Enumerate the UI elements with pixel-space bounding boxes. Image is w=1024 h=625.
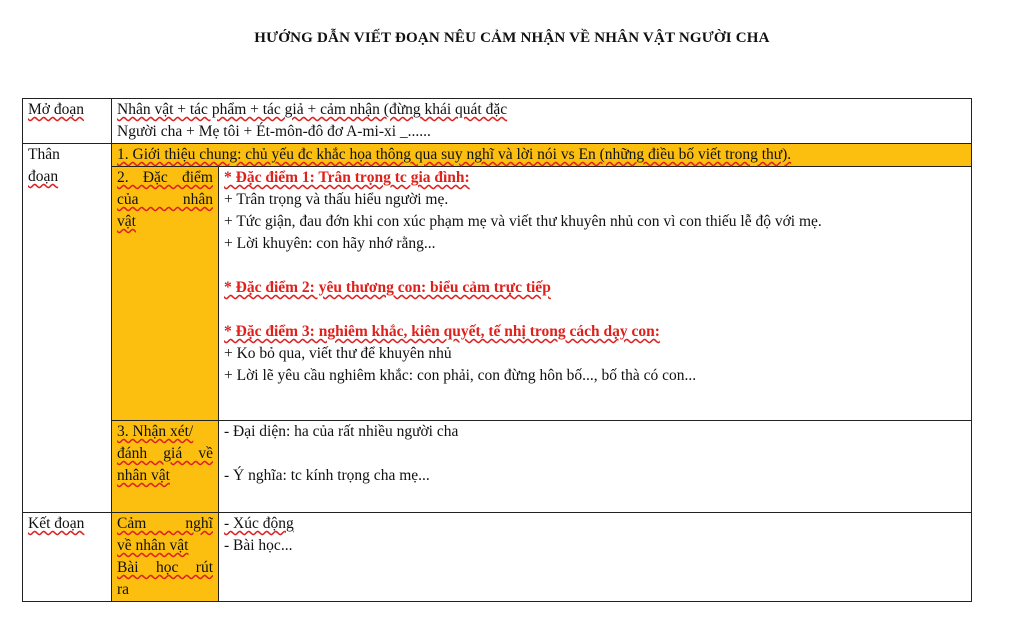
dac-diem-3-item-1: + Ko bỏ qua, viết thư để khuyên nhủ [224, 345, 452, 362]
content-ket-doan [219, 513, 972, 602]
label-mo-doan: Mở đoạn [23, 99, 112, 144]
label-nhan-xet: 3. Nhận xét/ đánh giá về nhân vật [112, 421, 219, 513]
dac-diem-1-item-1: + Trân trọng và thấu hiểu người mẹ. [224, 191, 449, 208]
dac-diem-1-item-3: + Lời khuyên: con hãy nhớ rằng... [224, 235, 436, 252]
ket-doan-item-1: - Xúc động [224, 515, 294, 532]
mo-doan-line-2: Người cha + Mẹ tôi + Ét-môn-đô đơ A-mi-xi _...... [117, 123, 431, 140]
mo-doan-line-1: Nhân vật + tác phẩm + tác giả + cảm nhận (đừng khái quát đặc [117, 101, 508, 118]
row-ket-doan [23, 513, 972, 602]
row-mo-doan [23, 99, 972, 144]
dac-diem-2-title: * Đặc điểm 2: yêu thương con: biểu cảm trực tiếp [224, 279, 551, 296]
label-cam-nghi: Cảm nghĩ về nhân vật Bài học rút ra [112, 513, 219, 602]
row-than-doan-intro [23, 144, 972, 167]
content-mo-doan [112, 99, 972, 144]
label-dac-diem: 2. Đặc điểm của nhân vật [112, 167, 219, 421]
nhan-xet-item-1: - Đại diện: ha của rất nhiều người cha [224, 423, 459, 440]
content-dac-diem [219, 167, 972, 421]
label-ket-doan: Kết đoạn [23, 513, 112, 602]
dac-diem-1-item-2: + Tức giận, đau đớn khi con xúc phạm mẹ và viết thư khuyên nhủ con vì con thiếu lễ độ với mẹ. [224, 213, 822, 230]
ket-doan-item-2: - Bài học... [224, 537, 293, 554]
nhan-xet-item-2: - Ý nghĩa: tc kính trọng cha mẹ... [224, 467, 430, 484]
row-dac-diem [23, 167, 972, 421]
label-than-doan: Thân đoạn [23, 144, 112, 513]
dac-diem-1-title: * Đặc điểm 1: Trân trọng tc gia đình: [224, 169, 470, 186]
content-nhan-xet [219, 421, 972, 513]
intro-highlight: 1. Giới thiệu chung: chủ yếu đc khắc họa thông qua suy nghĩ và lời nói vs En (những điều bố viết trong thư). [112, 144, 972, 167]
row-nhan-xet [23, 421, 972, 513]
document-title: HƯỚNG DẪN VIẾT ĐOẠN NÊU CẢM NHẬN VỀ NHÂN VẬT NGƯỜI CHA [254, 30, 770, 46]
dac-diem-3-title: * Đặc điểm 3: nghiêm khắc, kiên quyết, tế nhị trong cách dạy con: [224, 323, 660, 340]
guide-table [22, 98, 972, 602]
dac-diem-3-item-2: + Lời lẽ yêu cầu nghiêm khắc: con phải, con đừng hôn bố..., bố thà có con... [224, 367, 697, 384]
